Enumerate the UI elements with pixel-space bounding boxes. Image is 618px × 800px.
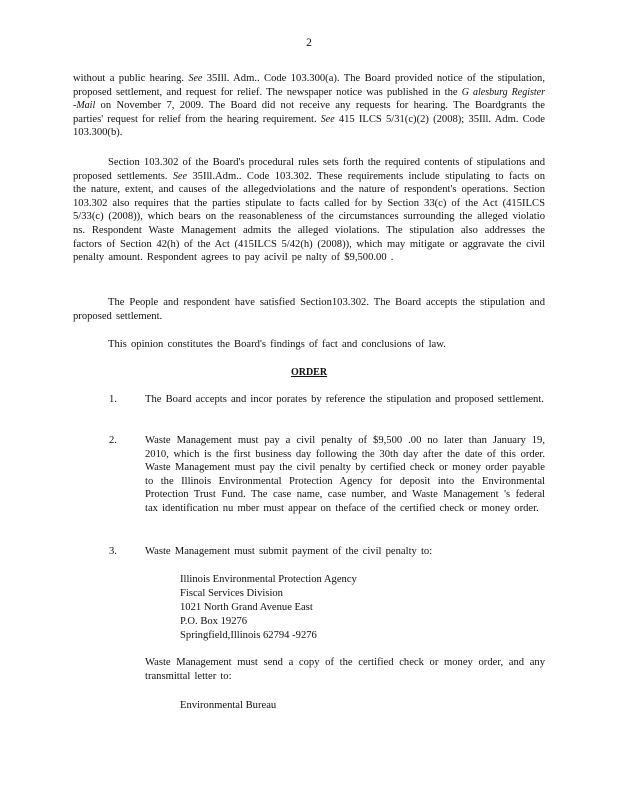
text-run: without a public hearing.: [73, 73, 189, 84]
order-heading-text: ORDER: [290, 367, 328, 378]
page-number: 2: [306, 37, 312, 49]
order-item-3: [109, 545, 545, 559]
address-line: 1021 North Grand Avenue East: [180, 602, 313, 613]
bureau-name: Environmental Bureau: [180, 700, 277, 711]
item-number: 1.: [109, 394, 117, 405]
copy-instruction: Waste Management must send a copy of the certified check or money order, and any transmittal letter to:: [145, 657, 545, 682]
text-run: on November 7, 2009. The Board did not receive any requests for hearing. The Boardgrants the parties' request for relief from the hearing requirement.: [73, 100, 545, 125]
paragraph-satisfied: The People and respondent have satisfied Section103.302. The Board accepts the stipulation and proposed settlement.: [73, 297, 545, 322]
address-line: Fiscal Services Division: [180, 588, 283, 599]
citation-signal: See: [188, 73, 203, 84]
address-line: Springfield,Illinois 62794 -9276: [180, 630, 317, 641]
paragraph-opinion: This opinion constitutes the Board's findings of fact and conclusions of law.: [108, 339, 446, 350]
item-text: The Board accepts and incor porates by reference the stipulation and proposed settlement.: [145, 394, 544, 405]
address-line: P.O. Box 19276: [180, 616, 248, 627]
address-line: Illinois Environmental Protection Agency: [180, 574, 357, 585]
text-run: 35Ill. Adm.. Code 103.300(a). The Board provided notice of the stipulation, proposed settlement, and request for relief. The newspaper notice was published in the: [73, 73, 546, 98]
item-text: Waste Management must submit payment of the civil penalty to:: [145, 546, 433, 557]
newspaper-name: G alesburg Register -Mail: [73, 86, 545, 112]
order-item-1: [109, 393, 545, 407]
citation-signal: See: [320, 113, 335, 125]
item-text: Waste Management must pay a civil penalty of $9,500 .00 no later than January 19, 2010, which is the first business day following the 30th day after the date of this order. Waste Management must pay the civil penalty by certified check or money order payable to the Illinois Environmental Protection Agency for deposit into the Environmental Protection Trust Fund. The case name, case number, and Waste Management 's federal tax identification nu mber must appear on theface of the certified check or money order.: [145, 435, 545, 514]
item-number: 2.: [109, 435, 117, 446]
item-number: 3.: [109, 546, 117, 557]
paragraph-section-103-302: [73, 156, 545, 265]
text-run: 35Ill.Adm.. Code 103.302. These requirements include stipulating to facts on the nature, extent, and causes of the allegedviolations and the nature of respondent's operations. Section 103.302 also requires that the parties stipulate to facts called for by Section 33(c) of the Act (415ILCS 5/33(c) (2008)), which bears on the reasonableness of the circumstances surrounding the alleged violatio ns. Respondent Waste Management admits the alleged violations. The stipulation also addresses the factors of Section 42(h) of the Act (415ILCS 5/42(h) (2008)), which may mitigate or aggravate the civil penalty amount. Respondent agrees to pay acivil pe nalty of $9,500.00 .: [73, 170, 545, 264]
payment-address: [180, 573, 357, 643]
citation-signal: See: [173, 170, 187, 182]
order-heading: [0, 367, 618, 378]
paragraph-hearing: [73, 72, 545, 140]
text-run: 415 ILCS 5/31(c)(2) (2008); 35Ill. Adm. Code 103.300(b).: [73, 113, 545, 139]
order-item-2: [109, 434, 545, 516]
text-run: Section 103.302 of the Board's procedural rules sets forth the required contents of stipulations and proposed settlements.: [73, 157, 545, 182]
